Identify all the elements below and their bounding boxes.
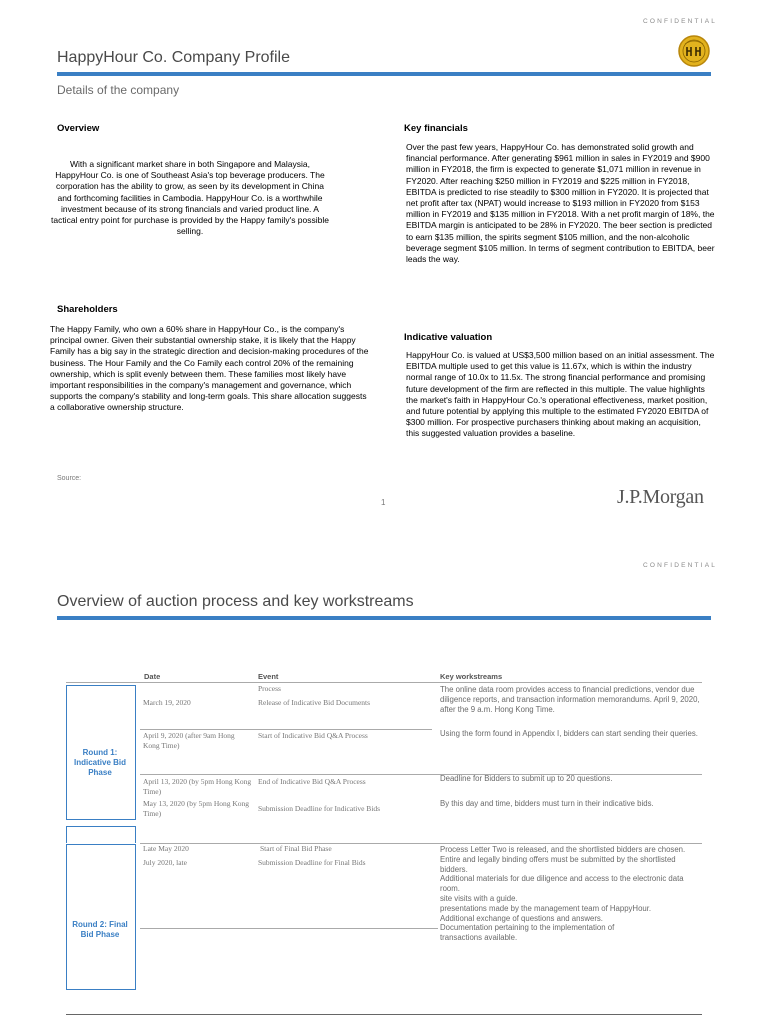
list-item: site visits with a guide. <box>440 893 518 903</box>
list-item: Entire and legally binding offers must be submitted by the shortlisted bidders. <box>440 854 676 874</box>
table-cell-event-top: Process <box>258 684 281 693</box>
header-rule <box>66 682 702 683</box>
row-rule <box>140 729 432 730</box>
table-cell-date: March 19, 2020 <box>143 698 191 707</box>
table-cell-event: Start of Final Bid Phase <box>260 844 332 853</box>
table-cell-date: May 13, 2020 (by 5pm Hong Kong Time) <box>143 799 250 818</box>
list-item: Additional materials for due diligence and access to the electronic data room. <box>440 874 684 894</box>
table-cell-date: July 2020, late <box>143 858 187 867</box>
list-item: Process Letter Two is released, and the shortlisted bidders are chosen. <box>440 845 686 854</box>
round2-workstreams <box>440 845 702 943</box>
table-cell-workstream: Using the form found in Appendix I, bidders can start sending their queries. <box>440 729 698 738</box>
page-subtitle: Details of the company <box>57 83 180 97</box>
table-cell-workstream: By this day and time, bidders must turn in their indicative bids. <box>440 799 654 808</box>
list-item: Additional exchange of questions and answers. <box>440 913 603 923</box>
table-cell-event: Submission Deadline for Indicative Bids <box>258 804 381 813</box>
round2-box <box>66 844 136 990</box>
col-header-workstreams: Key workstreams <box>440 672 503 681</box>
key-financials-text: Over the past few years, HappyHour Co. has demonstrated solid growth and financial performance. After generating $961 million in sales in FY2019 and $900 million in FY2018, the firm is expected to generate $1,071 million in revenue in FY2020. After reaching $250 million in FY2019 and $225 million in FY2018, EBITDA is predicted to rise steadily to $300 million in FY2020. It is projected that net profit after tax (NPAT) would increase to $193 million in FY2020 from $153 million in FY2019 and $135 million in FY2018. With a net profit margin of 18%, the EBITDA margin is anticipated to be 28% in FY2020. The beer section is predicted to earn $135 million, the spirits segment $105 million, and the non-alcoholic beverage segment $105 million. In terms of segment contribution to EBITDA, beer leads the way. <box>406 142 715 265</box>
happyhour-emblem-icon <box>677 34 711 68</box>
table-cell-date: Late May 2020 <box>143 844 189 853</box>
brand-logo: J.P.Morgan <box>617 486 704 508</box>
table-bottom-rule <box>66 1014 702 1015</box>
page-title-2: Overview of auction process and key workstreams <box>57 593 414 610</box>
table-cell-date: April 13, 2020 (by 5pm Hong Kong Time) <box>143 777 252 796</box>
row-rule <box>140 928 438 929</box>
table-cell-event: Start of Indicative Bid Q&A Process <box>258 731 368 740</box>
key-financials-heading: Key financials <box>404 123 468 134</box>
col-header-event: Event <box>258 672 279 681</box>
page-number: 1 <box>381 498 386 507</box>
source-note: Source: <box>57 475 82 482</box>
table-cell-workstream: Deadline for Bidders to submit up to 20 questions. <box>440 774 613 783</box>
confidential-label-2: CONFIDENTIAL <box>643 562 718 569</box>
overview-text: With a significant market share in both Singapore and Malaysia, HappyHour Co. is one of Southeast Asia's top beverage producers. The corporation has the ability to grow, as seen by its development in China and forthcoming facilities in Cambodia. HappyHour Co. is a worthwhile investment because of its strong financials and varied product line. A tactical entry point for purchase is provided by the Happy family's possible selling. <box>50 159 329 237</box>
table-cell-event: Release of Indicative Bid Documents <box>258 698 371 707</box>
table-cell-workstream: The online data room provides access to financial predictions, vendor due diligence reports, and transaction information memorandums. April 9, 2020, after the 9 a.m. Hong Kong Time. <box>440 685 700 714</box>
table-cell-event: End of Indicative Bid Q&A Process <box>258 777 366 786</box>
round1-label: Round 1: Indicative Bid Phase <box>73 748 126 777</box>
list-item: presentations made by the management team of HappyHour. <box>440 903 652 913</box>
round2-label: Round 2: Final Bid Phase <box>72 920 128 939</box>
title-divider <box>57 72 711 76</box>
list-item: transactions available. <box>440 933 518 943</box>
table-cell-date: April 9, 2020 (after 9am Hong Kong Time) <box>143 731 235 750</box>
confidential-label: CONFIDENTIAL <box>643 18 718 25</box>
page-title: HappyHour Co. Company Profile <box>57 49 290 66</box>
col-header-date: Date <box>144 672 161 681</box>
table-cell-event: Submission Deadline for Final Bids <box>258 858 366 867</box>
list-item: Documentation pertaining to the implementation of <box>440 923 615 933</box>
row-rule <box>140 843 702 844</box>
shareholders-heading: Shareholders <box>57 304 118 315</box>
shareholders-text: The Happy Family, who own a 60% share in HappyHour Co., is the company's principal owner. Given their substantial ownership stake, it is likely that the Happy Family has a big say in the strategic direction and decision-making procedures of the business. The Hour Family and the Co Family each control 20% of the remaining ownership, which is split evenly between them. These families most likely have important responsibilities in the company's management and governance, which supports the company's stability and long-term goals. This share allocation suggests a collaborative ownership structure. <box>50 324 369 413</box>
round2-box-top <box>66 826 136 843</box>
indicative-valuation-text: HappyHour Co. is valued at US$3,500 million based on an initial assessment. The EBITDA multiple used to get this value is 11.67x, which is within the industry normal range of 10.0x to 11.5x. The strong financial performance and promising future development of the firm are reflected in this multiple. The value highlights the market's faith in HappyHour Co.'s operational effectiveness, market position, and future potential by applying this multiple to the estimated FY2020 EBITDA of $300 million. For prospective purchasers thinking about making an acquisition, this suggested valuation provides a baseline. <box>406 350 715 439</box>
overview-heading: Overview <box>57 123 100 134</box>
indicative-valuation-heading: Indicative valuation <box>404 332 493 343</box>
title-divider-2 <box>57 616 711 620</box>
